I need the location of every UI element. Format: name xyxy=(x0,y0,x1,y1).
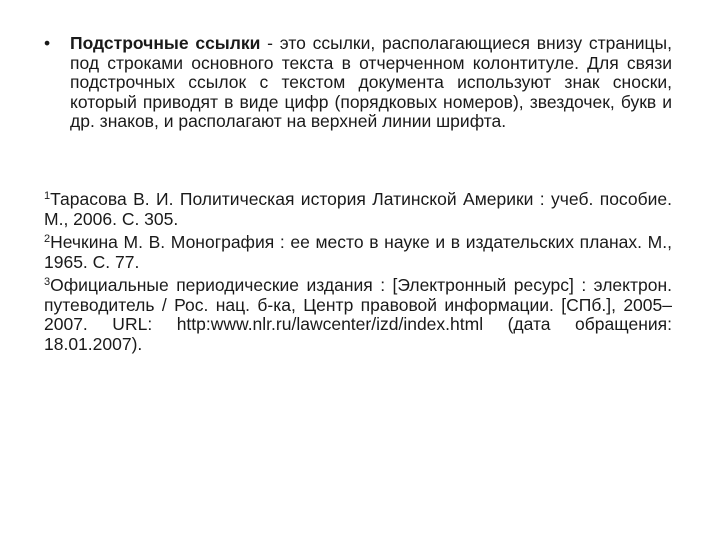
bullet-paragraph xyxy=(44,34,672,132)
bullet-definition: - это ссылки, располагающиеся внизу страницы, под строками основного текста в отчерченном колонтитуле. Для связи подстрочных ссылок с текстом документа используют знак сноски, который приводят в виде цифр (порядковых номеров), звездочек, букв и др. знаков, и располагают на верхней линии шрифта. xyxy=(70,33,672,131)
footnote-marker: 3 xyxy=(44,276,51,288)
footnote-text: Официальные периодические издания : [Электронный ресурс] : электрон. путеводитель / Рос. нац. б-ка, Центр правовой информации. [СПб.], 2005–2007. URL: http:www.nlr.ru/lawcenter/izd/index.html (дата обращения: 18.01.2007). xyxy=(44,275,672,354)
footnote-text: Нечкина М. В. Монография : ее место в науке и в издательских планах. М., 1965. С. 77. xyxy=(44,232,672,272)
footnote-2 xyxy=(44,233,672,272)
bullet-term: Подстрочные ссылки xyxy=(70,33,261,53)
bullet-text xyxy=(70,34,672,132)
footnote-marker: 1 xyxy=(44,190,51,202)
footnotes-list xyxy=(44,190,672,358)
bullet-dot-icon: • xyxy=(44,33,51,53)
footnote-marker: 2 xyxy=(44,233,51,245)
footnote-1 xyxy=(44,190,672,229)
footnote-3 xyxy=(44,276,672,354)
footnote-text: Тарасова В. И. Политическая история Латинской Америки : учеб. пособие. М., 2006. С. 305. xyxy=(44,189,672,229)
